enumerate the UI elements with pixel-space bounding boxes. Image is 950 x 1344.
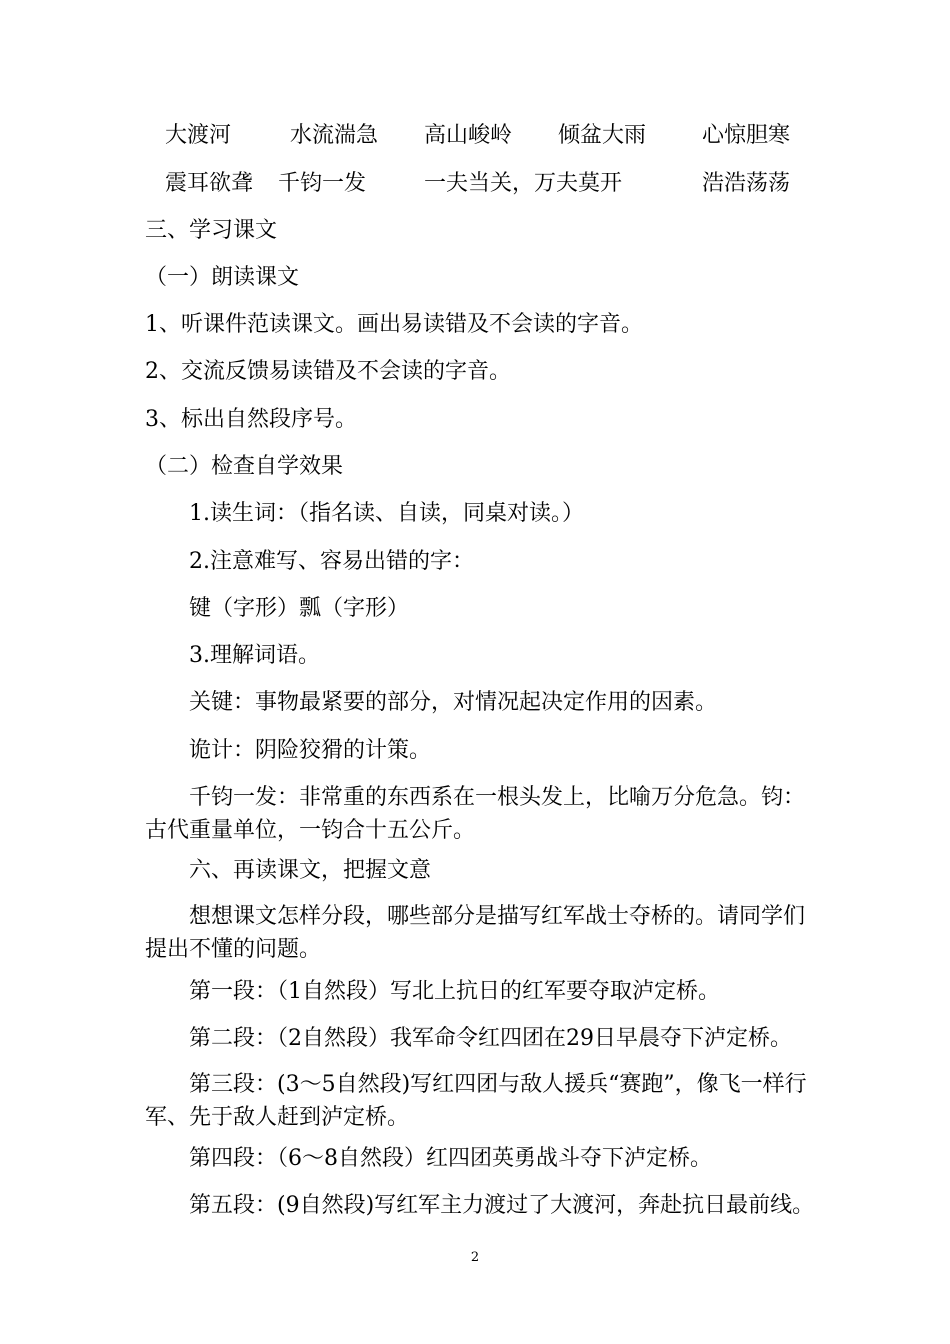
vocab-word: 浩浩荡荡 xyxy=(702,171,791,196)
paragraph: 1.读生词：（指名读、自读，同桌对读。） xyxy=(189,501,584,526)
list-item: 2、交流反馈易读错及不会读的字音。 xyxy=(145,359,511,384)
paragraph: 第二段：（2自然段）我军命令红四团在29日早晨夺下泸定桥。 xyxy=(189,1026,792,1051)
vocab-word: 大渡河 xyxy=(165,123,232,148)
paragraph: 第三段：(3～5自然段)写红四团与敌人援兵“赛跑”，像飞一样行军、先于敌人赶到泸定桥。 xyxy=(145,1072,807,1130)
paragraph: 2.注意难写、容易出错的字： xyxy=(189,549,474,574)
vocab-word: 震耳欲聋 xyxy=(165,171,254,196)
subsection-heading: （一）朗读课文 xyxy=(145,265,300,290)
vocab-word: 千钧一发 xyxy=(278,171,367,196)
list-item: 1、听课件范读课文。画出易读错及不会读的字音。 xyxy=(145,312,643,337)
vocab-word: 倾盆大雨 xyxy=(558,123,647,148)
vocab-word: 高山峻岭 xyxy=(424,123,513,148)
paragraph: 键（字形）瓢（字形） xyxy=(189,596,410,621)
section-heading: 六、再读课文，把握文意 xyxy=(189,858,432,883)
paragraph: 想想课文怎样分段，哪些部分是描写红军战士夺桥的。请同学们提出不懂的问题。 xyxy=(145,904,806,962)
paragraph: 3.理解词语。 xyxy=(189,643,320,668)
subsection-heading: （二）检查自学效果 xyxy=(145,454,344,479)
vocab-word: 心惊胆寒 xyxy=(702,123,791,148)
paragraph: 第四段：（6～8自然段）红四团英勇战斗夺下泸定桥。 xyxy=(189,1146,712,1171)
page-number: 2 xyxy=(470,1250,480,1265)
paragraph: 第一段：（1自然段）写北上抗日的红军要夺取泸定桥。 xyxy=(189,979,720,1004)
section-heading: 三、学习课文 xyxy=(145,218,278,243)
paragraph: 第五段：(9自然段)写红军主力渡过了大渡河，奔赴抗日最前线。 xyxy=(189,1193,815,1218)
list-item: 3、标出自然段序号。 xyxy=(145,407,357,432)
paragraph: 千钧一发：非常重的东西系在一根头发上，比喻万分危急。钧：古代重量单位，一钧合十五公斤。 xyxy=(145,785,806,843)
vocab-word: 一夫当关，万夫莫开 xyxy=(424,171,623,196)
vocab-word: 水流湍急 xyxy=(290,123,379,148)
paragraph: 诡计：阴险狡猾的计策。 xyxy=(189,738,432,763)
paragraph: 关键：事物最紧要的部分，对情况起决定作用的因素。 xyxy=(189,690,718,715)
